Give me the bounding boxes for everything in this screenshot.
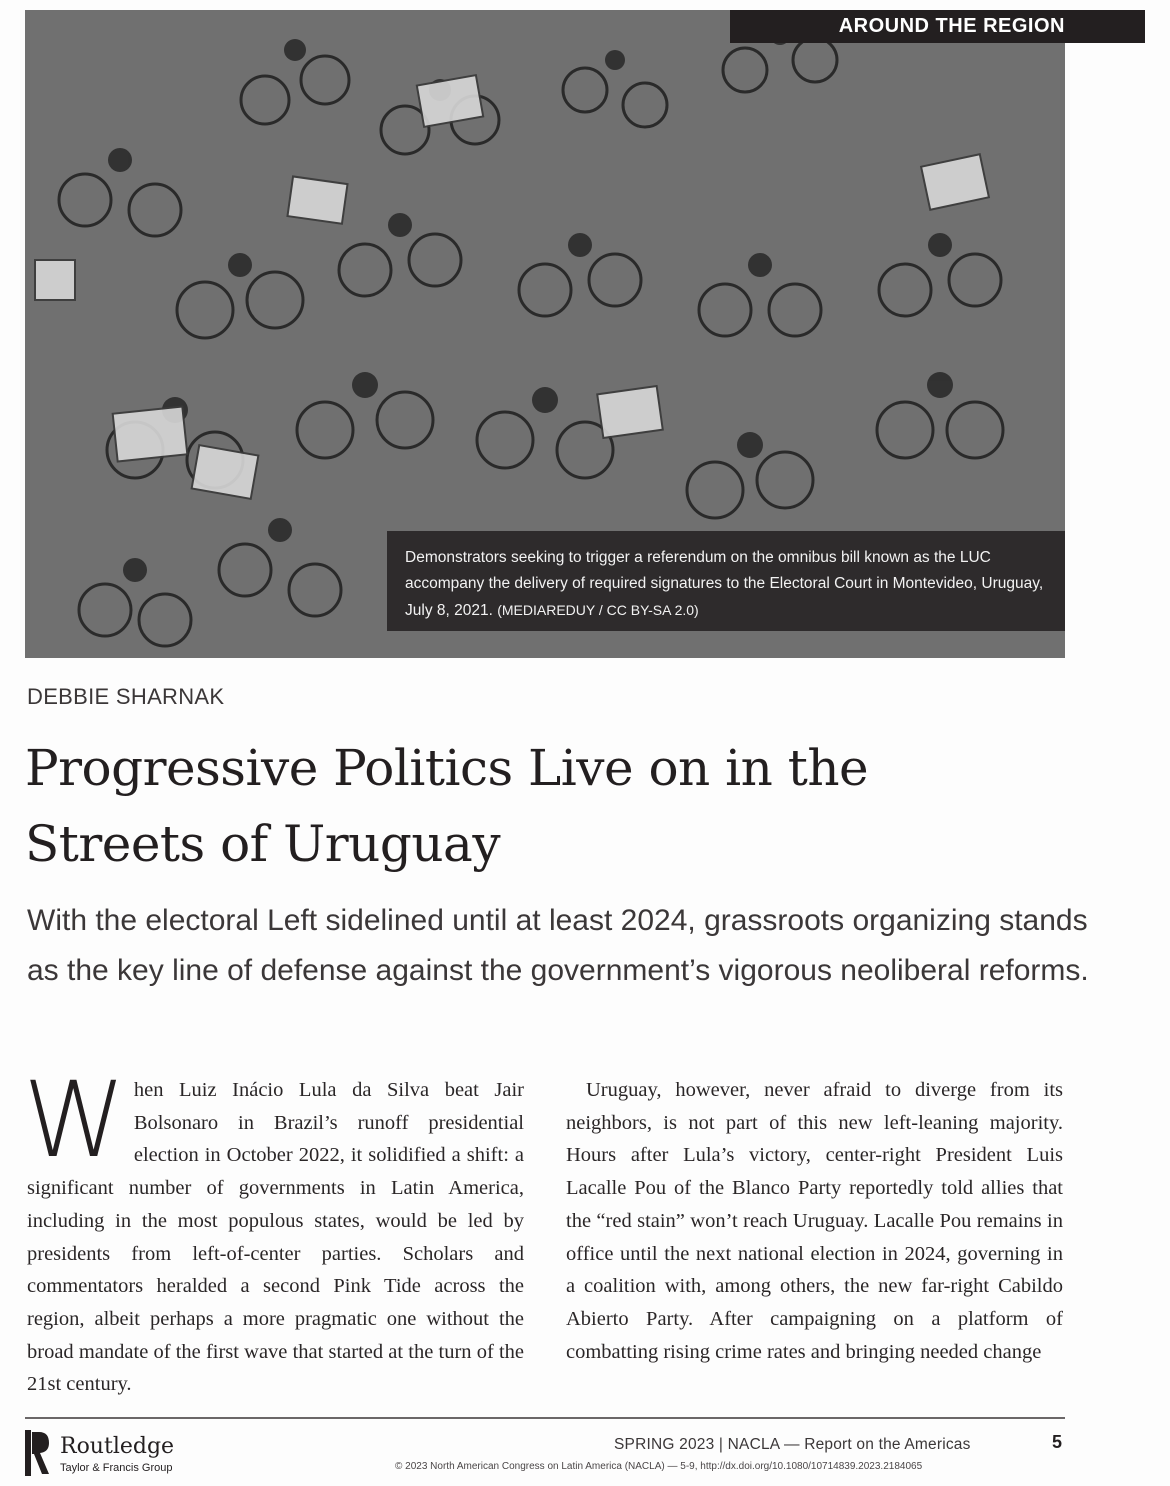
copyright-line: © 2023 North American Congress on Latin America (NACLA) — 5-9, http://dx.doi.org/10.1080/10714839.2023.2184065 bbox=[395, 1461, 923, 1472]
author-byline: DEBBIE SHARNAK bbox=[27, 684, 225, 709]
article-deck: With the electoral Left sidelined until at least 2024, grassroots organizing stands as the key line of defense against the government’s vigorous neoliberal reforms. bbox=[27, 904, 1089, 987]
photo-credit: (MEDIAREDUY / CC BY-SA 2.0) bbox=[497, 602, 699, 618]
body-column-2: Uruguay, however, never afraid to diverge from its neighbors, is not part of this new left-leaning majority. Hours after Lula’s victory, center-right President Luis Lacalle Pou of the Blanco Party reportedly told allies that the “red stain” won’t reach Uruguay. Lacalle Pou remains in office until the next national election in 2024, governing in a coalition with, among others, the new far-right Cabildo Abierto Party. After campaigning on a platform of combatting rising crime rates and bringing needed change bbox=[566, 1079, 1063, 1363]
title-line-1: Progressive Politics Live on in the bbox=[25, 739, 869, 797]
article-title bbox=[25, 730, 1125, 882]
routledge-logo-icon bbox=[25, 1430, 51, 1476]
caption-text: Demonstrators seeking to trigger a referendum on the omnibus bill known as the LUC accompany the delivery of required signatures to the Electoral Court in Montevideo, Uruguay, July 8, 2021. bbox=[405, 549, 1044, 619]
issue-line: SPRING 2023 | NACLA — Report on the Americas bbox=[614, 1436, 971, 1453]
page-number: 5 bbox=[1052, 1432, 1063, 1452]
photo-caption bbox=[387, 531, 1065, 631]
publisher-name: Routledge bbox=[60, 1434, 175, 1459]
footer-rule bbox=[25, 1417, 1065, 1419]
drop-cap: W bbox=[23, 1059, 126, 1181]
title-line-2: Streets of Uruguay bbox=[25, 815, 501, 873]
publisher-subtitle: Taylor & Francis Group bbox=[60, 1462, 173, 1474]
body-column-1-text: hen Luiz Inácio Lula da Silva beat Jair Bolsonaro in Brazil’s runoff presidential election in October 2022, it solidified a shift: a significant number of governments in Latin America, including in the most populous states, would be led by presidents from left-of-center parties. Scholars and commentators heralded a second Pink Tide across the region, albeit perhaps a more pragmatic one without the broad mandate of the first wave that started at the turn of the 21st century. bbox=[27, 1079, 524, 1396]
body-column-1 bbox=[23, 1059, 524, 1401]
section-tag: AROUND THE REGION bbox=[730, 10, 1145, 43]
